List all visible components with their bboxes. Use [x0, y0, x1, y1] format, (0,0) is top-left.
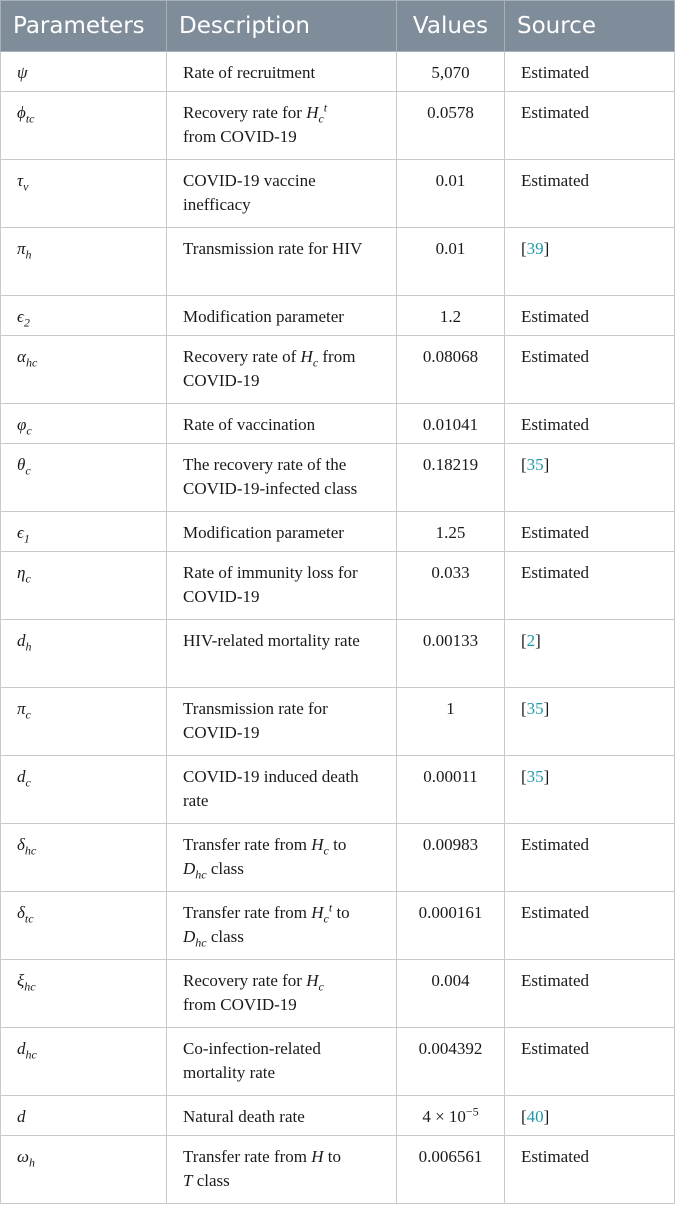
table-row — [1, 160, 675, 228]
parameter-description: Recovery rate of $H_c$ from COVID-19 — [167, 336, 397, 404]
parameter-symbol: $\epsilon_1$ — [1, 512, 167, 552]
parameter-symbol: $\theta_c$ — [1, 444, 167, 512]
parameter-source: [40] — [505, 1096, 675, 1136]
parameter-value: 0.08068 — [397, 336, 505, 404]
parameter-symbol: $\eta_c$ — [1, 552, 167, 620]
parameter-symbol: $\delta_{hc}$ — [1, 824, 167, 892]
parameter-source: Estimated — [505, 960, 675, 1028]
parameter-value: 1.2 — [397, 296, 505, 336]
parameter-source: [35] — [505, 444, 675, 512]
table-row — [1, 688, 675, 756]
parameter-description: Rate of immunity loss for COVID-19 — [167, 552, 397, 620]
parameter-description: COVID-19 induced death rate — [167, 756, 397, 824]
reference-link[interactable]: 39 — [526, 239, 544, 258]
parameter-description: The recovery rate of the COVID-19-infected class — [167, 444, 397, 512]
parameter-source: Estimated — [505, 512, 675, 552]
table-row — [1, 404, 675, 444]
parameter-symbol: $d_c$ — [1, 756, 167, 824]
table-row — [1, 620, 675, 688]
parameter-symbol: $\varphi_c$ — [1, 404, 167, 444]
parameter-value: 0.18219 — [397, 444, 505, 512]
reference-link[interactable]: 40 — [526, 1107, 544, 1126]
parameter-description: Co-infection-related mortality rate — [167, 1028, 397, 1096]
parameter-description: Transmission rate for HIV — [167, 228, 397, 296]
reference-link[interactable]: 35 — [526, 767, 544, 786]
parameter-description: Transmission rate for COVID-19 — [167, 688, 397, 756]
parameter-description: Rate of vaccination — [167, 404, 397, 444]
table-row — [1, 892, 675, 960]
header-row — [1, 1, 675, 52]
parameter-source: [2] — [505, 620, 675, 688]
parameter-symbol: d — [1, 1096, 167, 1136]
parameter-value: 0.004392 — [397, 1028, 505, 1096]
parameter-source: Estimated — [505, 824, 675, 892]
parameter-symbol: $\xi_{hc}$ — [1, 960, 167, 1028]
parameter-value: 1.25 — [397, 512, 505, 552]
parameter-source: Estimated — [505, 1028, 675, 1096]
parameter-symbol: $\pi_h$ — [1, 228, 167, 296]
parameter-value: 0.0578 — [397, 92, 505, 160]
parameter-source: Estimated — [505, 336, 675, 404]
table-row — [1, 512, 675, 552]
parameter-value: 0.00983 — [397, 824, 505, 892]
table-row — [1, 444, 675, 512]
parameter-value: 0.006561 — [397, 1136, 505, 1204]
parameter-source: Estimated — [505, 296, 675, 336]
table-row — [1, 92, 675, 160]
parameter-source: Estimated — [505, 92, 675, 160]
table-row — [1, 824, 675, 892]
parameter-value: 5,070 — [397, 52, 505, 92]
parameter-description: Modification parameter — [167, 512, 397, 552]
parameter-symbol: $\phi_{tc}$ — [1, 92, 167, 160]
parameter-value: 0.000161 — [397, 892, 505, 960]
parameter-source: Estimated — [505, 52, 675, 92]
parameter-symbol: $\epsilon_2$ — [1, 296, 167, 336]
table-row — [1, 228, 675, 296]
parameter-description: Modification parameter — [167, 296, 397, 336]
parameter-value: 1 — [397, 688, 505, 756]
parameter-value: 0.033 — [397, 552, 505, 620]
parameter-description: Natural death rate — [167, 1096, 397, 1136]
parameter-symbol: $d_{hc}$ — [1, 1028, 167, 1096]
parameter-symbol: $\tau_v$ — [1, 160, 167, 228]
parameter-value: 0.01041 — [397, 404, 505, 444]
parameter-symbol: $\alpha_{hc}$ — [1, 336, 167, 404]
parameter-value: $4 \times 10^{-5}$ — [397, 1096, 505, 1136]
table-row — [1, 756, 675, 824]
table-row — [1, 52, 675, 92]
parameter-description: Rate of recruitment — [167, 52, 397, 92]
parameter-value: 0.01 — [397, 160, 505, 228]
parameter-description: Transfer rate from H to T class — [167, 1136, 397, 1204]
header-parameters: Parameters — [1, 1, 167, 52]
parameter-symbol: $\delta_{tc}$ — [1, 892, 167, 960]
parameter-value: 0.01 — [397, 228, 505, 296]
parameter-source: Estimated — [505, 160, 675, 228]
parameter-description: COVID-19 vaccine inefficacy — [167, 160, 397, 228]
parameter-symbol: $\omega_h$ — [1, 1136, 167, 1204]
parameter-source: [39] — [505, 228, 675, 296]
reference-link[interactable]: 35 — [526, 699, 544, 718]
parameter-source: Estimated — [505, 404, 675, 444]
parameter-description: Recovery rate for $H_c^t$ from COVID-19 — [167, 92, 397, 160]
parameter-symbol: $\pi_c$ — [1, 688, 167, 756]
header-values: Values — [397, 1, 505, 52]
parameter-value: 0.00133 — [397, 620, 505, 688]
parameter-source: Estimated — [505, 892, 675, 960]
table-row — [1, 1136, 675, 1204]
parameter-source: Estimated — [505, 1136, 675, 1204]
table-row — [1, 552, 675, 620]
parameter-symbol: $d_h$ — [1, 620, 167, 688]
reference-link[interactable]: 35 — [526, 455, 544, 474]
parameter-description: HIV-related mortality rate — [167, 620, 397, 688]
header-description: Description — [167, 1, 397, 52]
parameter-description: Transfer rate from $H_c$ to $D_{hc}$ class — [167, 824, 397, 892]
table-row — [1, 336, 675, 404]
parameter-source: [35] — [505, 688, 675, 756]
table-row — [1, 960, 675, 1028]
table-row — [1, 296, 675, 336]
header-source: Source — [505, 1, 675, 52]
parameter-description: Transfer rate from $H_c^t$ to $D_{hc}$ class — [167, 892, 397, 960]
reference-link[interactable]: 2 — [526, 631, 536, 650]
parameter-source: Estimated — [505, 552, 675, 620]
parameter-value: 0.00011 — [397, 756, 505, 824]
table-row — [1, 1096, 675, 1136]
parameter-symbol: ψ — [1, 52, 167, 92]
parameter-source: [35] — [505, 756, 675, 824]
parameter-description: Recovery rate for $H_c$ from COVID-19 — [167, 960, 397, 1028]
parameter-value: 0.004 — [397, 960, 505, 1028]
table-row — [1, 1028, 675, 1096]
